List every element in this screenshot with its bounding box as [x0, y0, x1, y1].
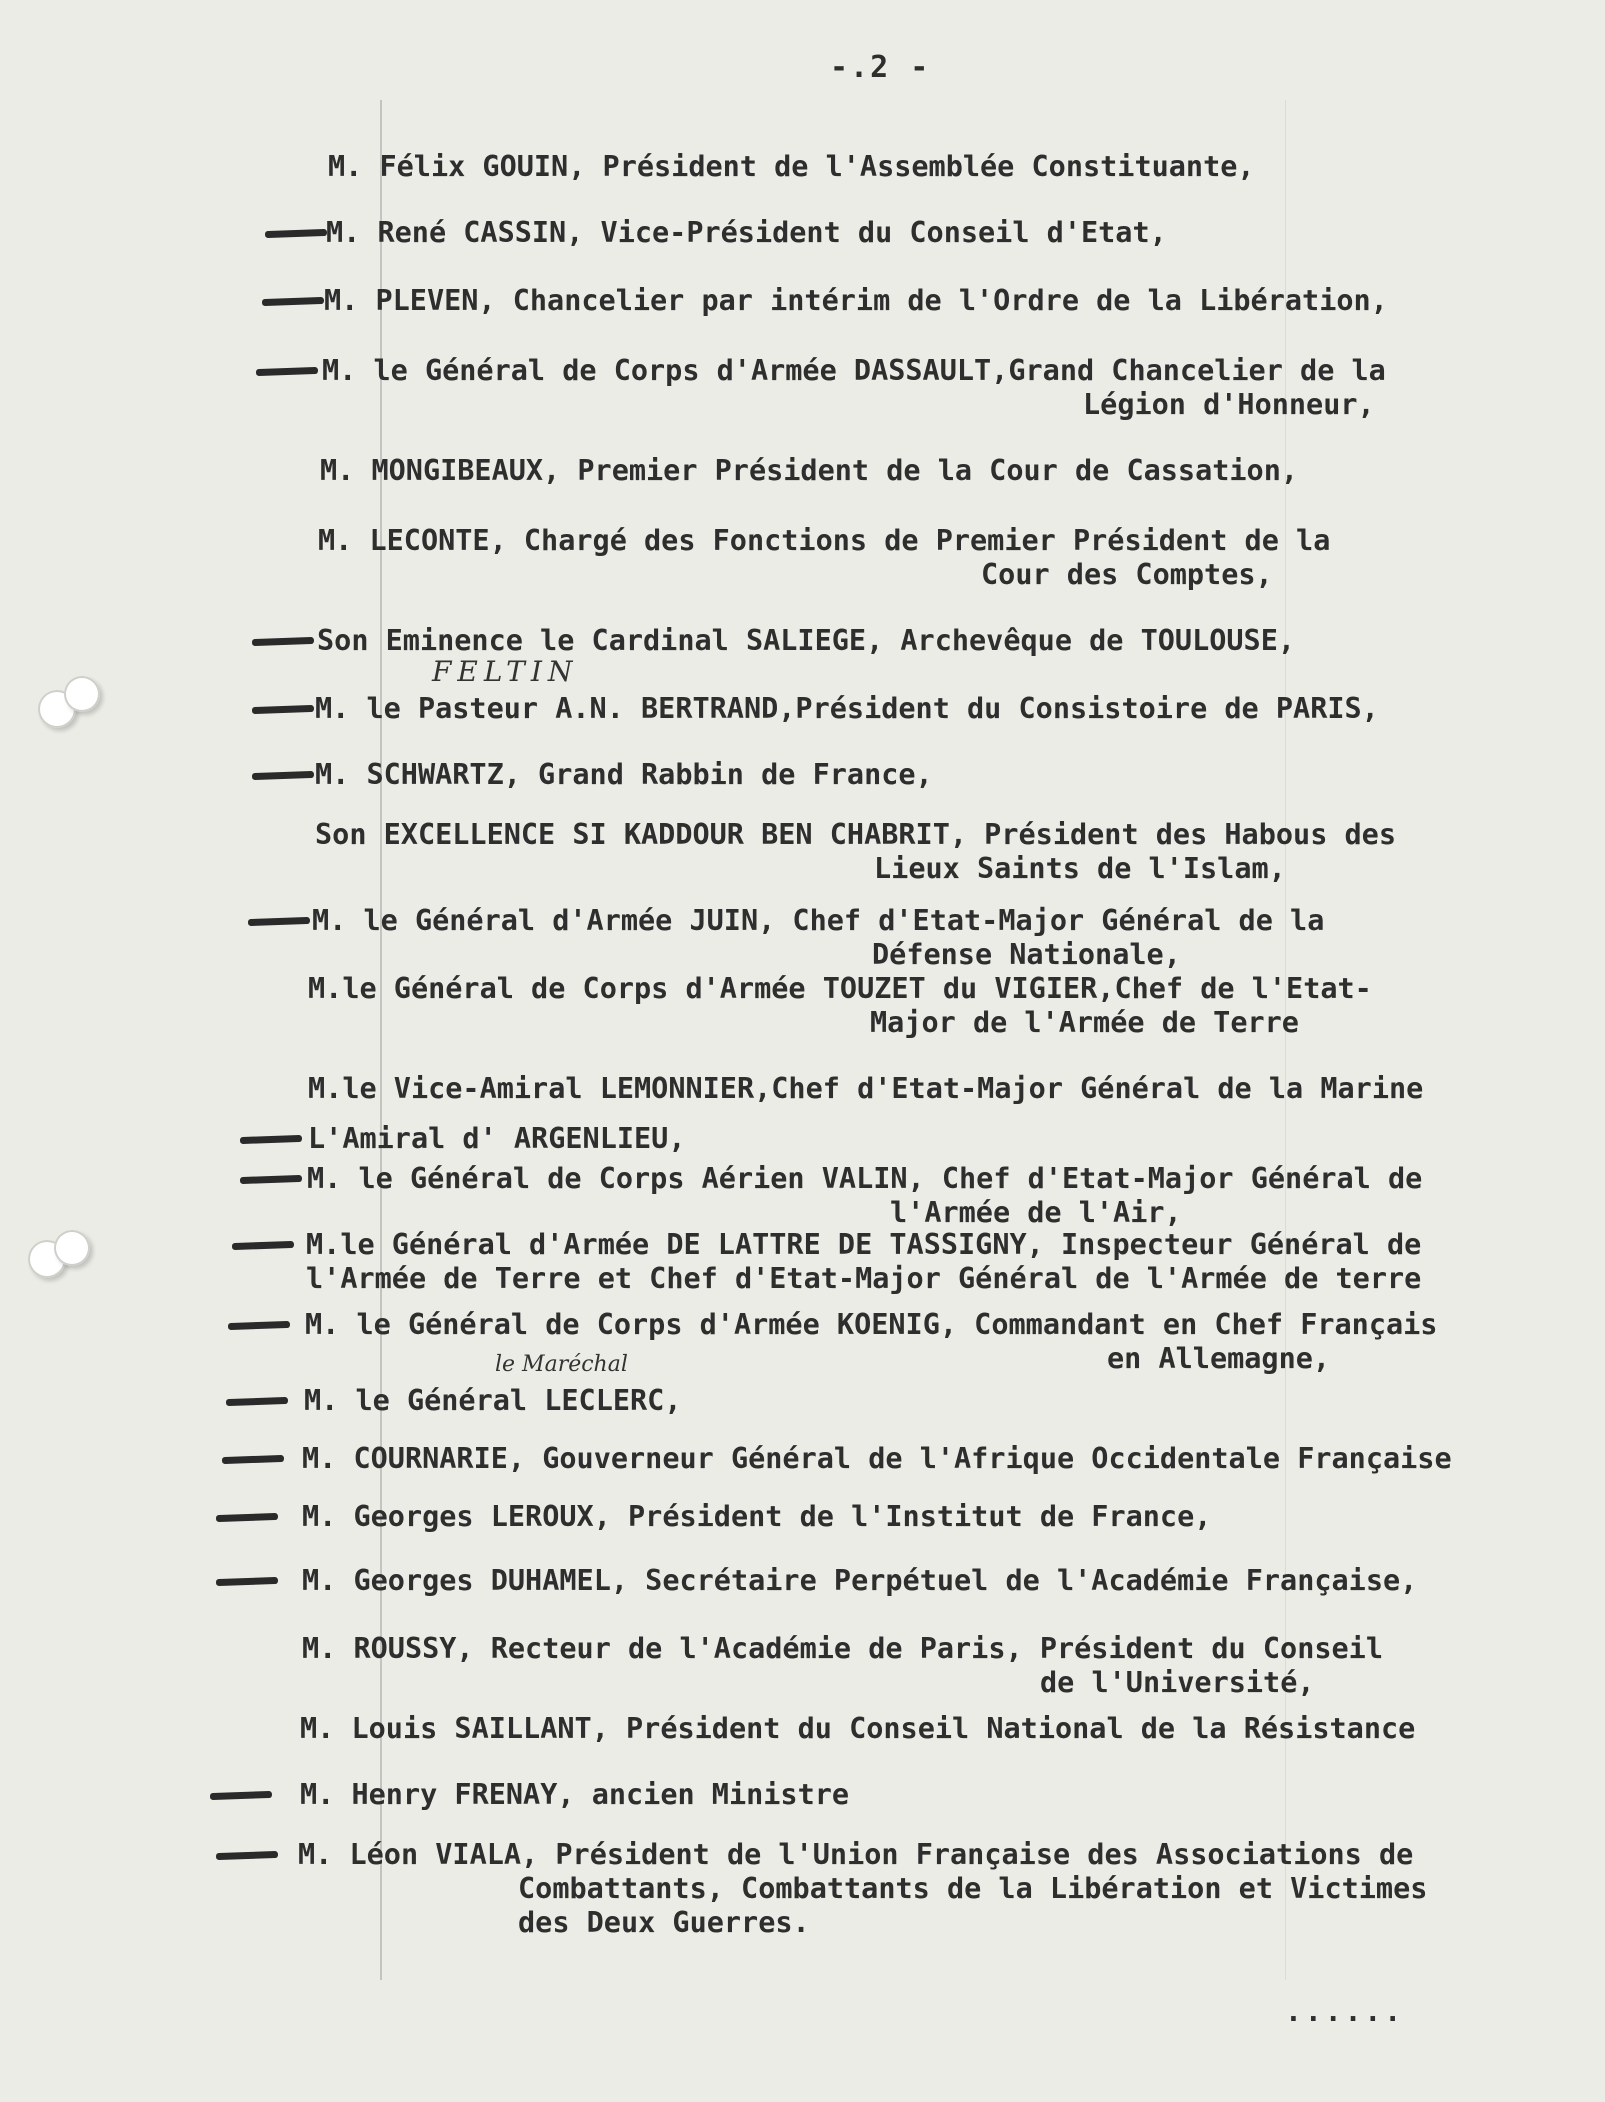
check-mark: [262, 297, 324, 306]
check-mark: [210, 1791, 272, 1800]
check-mark: [216, 1577, 278, 1586]
entry-line: M. MONGIBEAUX, Premier Président de la Cour de Cassation,: [320, 454, 1299, 487]
entry-line: en Allemagne,: [1107, 1342, 1331, 1375]
page-number: -.2 -: [830, 50, 931, 85]
entry-line: Légion d'Honneur,: [1083, 388, 1375, 421]
entry-line: M. SCHWARTZ, Grand Rabbin de France,: [315, 758, 933, 791]
entry-line: M.le Général de Corps d'Armée TOUZET du VIGIER,Chef de l'Etat-: [308, 972, 1372, 1005]
check-mark: [222, 1455, 284, 1464]
entry-line: Son Eminence le Cardinal SALIEGE, Archevêque de TOULOUSE,: [317, 624, 1296, 657]
entry-line: Son EXCELLENCE SI KADDOUR BEN CHABRIT, Président des Habous des: [315, 818, 1396, 851]
entry-line: Cour des Comptes,: [981, 558, 1273, 591]
check-mark: [232, 1241, 294, 1250]
entry-line: M. Georges LEROUX, Président de l'Institut de France,: [302, 1500, 1212, 1533]
entry-line: M. le Général de Corps d'Armée DASSAULT,Grand Chancelier de la: [322, 354, 1386, 387]
check-mark: [216, 1851, 278, 1860]
entry-line: l'Armée de Terre et Chef d'Etat-Major Général de l'Armée de terre: [306, 1262, 1422, 1295]
check-mark: [252, 705, 314, 714]
entry-line: M. René CASSIN, Vice-Président du Conseil d'Etat,: [326, 216, 1167, 249]
entry-line: Combattants, Combattants de la Libération et Victimes: [518, 1872, 1428, 1905]
check-mark: [216, 1513, 278, 1522]
entry-line: M. PLEVEN, Chancelier par intérim de l'Ordre de la Libération,: [324, 284, 1388, 317]
entry-line: M. ROUSSY, Recteur de l'Académie de Paris, Président du Conseil: [302, 1632, 1383, 1665]
entry-line: M. le Général LECLERC,: [304, 1384, 682, 1417]
entry-line: L'Amiral d' ARGENLIEU,: [308, 1122, 686, 1155]
entry-line: M. Félix GOUIN, Président de l'Assemblée Constituante,: [328, 150, 1255, 183]
check-mark: [240, 1175, 302, 1184]
entry-line: Lieux Saints de l'Islam,: [874, 852, 1286, 885]
check-mark: [252, 771, 314, 780]
entry-line: M. Georges DUHAMEL, Secrétaire Perpétuel de l'Académie Française,: [302, 1564, 1418, 1597]
check-mark: [248, 917, 310, 926]
entry-line: M. COURNARIE, Gouverneur Général de l'Afrique Occidentale Française: [302, 1442, 1452, 1475]
check-mark: [252, 637, 314, 646]
check-mark: [265, 229, 327, 238]
entry-line: des Deux Guerres.: [518, 1906, 810, 1939]
entry-line: M.le Général d'Armée DE LATTRE DE TASSIGNY, Inspecteur Général de: [306, 1228, 1422, 1261]
entry-line: M. Léon VIALA, Président de l'Union Française des Associations de: [298, 1838, 1414, 1871]
entry-line: M. le Pasteur A.N. BERTRAND,Président du Consistoire de PARIS,: [315, 692, 1379, 725]
entry-line: Major de l'Armée de Terre: [870, 1006, 1299, 1039]
entry-line: M. le Général de Corps Aérien VALIN, Chef d'Etat-Major Général de: [307, 1162, 1423, 1195]
entry-line: M. le Général de Corps d'Armée KOENIG, Commandant en Chef Français: [305, 1308, 1438, 1341]
check-mark: [256, 367, 318, 376]
check-mark: [226, 1397, 288, 1406]
check-mark: [240, 1135, 302, 1144]
handwritten-annotation-marechal: le Maréchal: [495, 1352, 628, 1377]
entry-line: M. Louis SAILLANT, Président du Conseil National de la Résistance: [300, 1712, 1416, 1745]
entry-line: M. Henry FRENAY, ancien Ministre: [300, 1778, 850, 1811]
check-mark: [228, 1321, 290, 1330]
entry-line: M. le Général d'Armée JUIN, Chef d'Etat-Major Général de la: [312, 904, 1325, 937]
closing-dots: ......: [1285, 1995, 1405, 2028]
entry-line: M.le Vice-Amiral LEMONNIER,Chef d'Etat-Major Général de la Marine: [308, 1072, 1424, 1105]
handwritten-annotation-feltin: FELTIN: [432, 655, 579, 688]
entry-line: M. LECONTE, Chargé des Fonctions de Premier Président de la: [318, 524, 1331, 557]
entry-line: Défense Nationale,: [872, 938, 1181, 971]
entry-line: de l'Université,: [1040, 1666, 1315, 1699]
entry-line: l'Armée de l'Air,: [890, 1196, 1182, 1229]
